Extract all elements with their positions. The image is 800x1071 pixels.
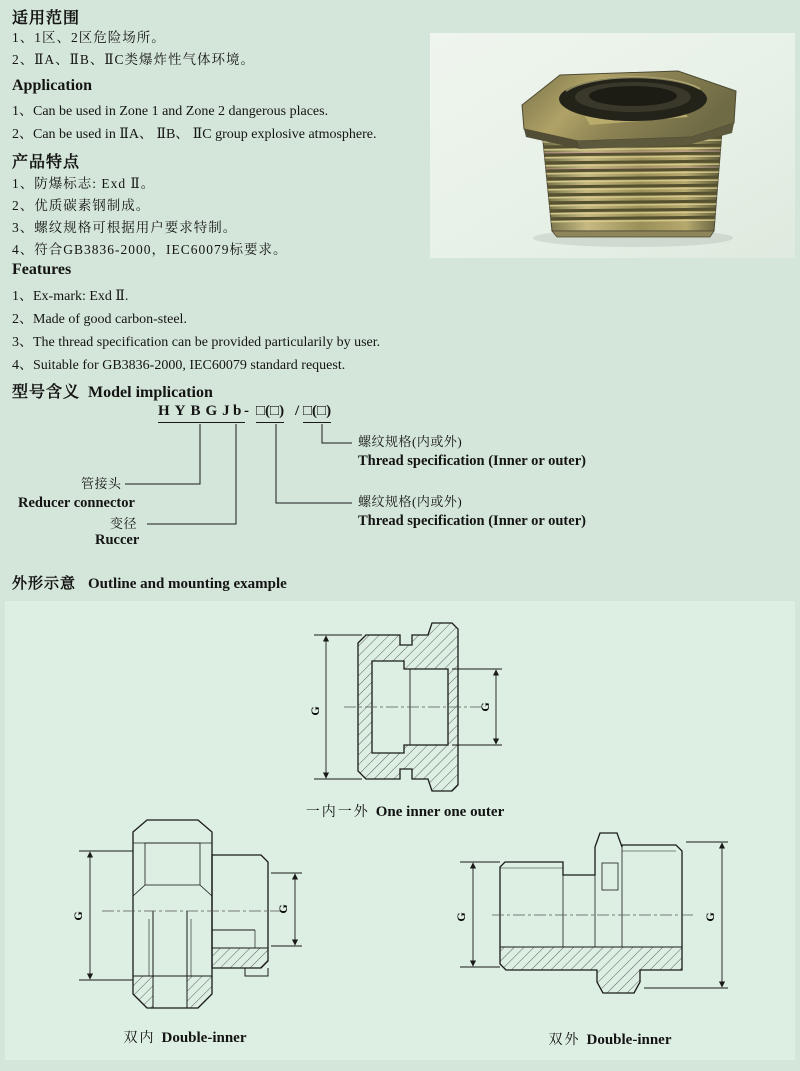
dim-label-left: G xyxy=(308,706,322,716)
model-title xyxy=(12,379,213,402)
model-title-en: Model implication xyxy=(88,384,213,401)
features-en-list xyxy=(12,285,380,377)
connector-label-cn: 管接头 xyxy=(81,476,122,491)
list-item: 4、符合GB3836-2000，IEC60079标要求。 xyxy=(12,242,288,257)
dim-label-right: G xyxy=(703,912,717,922)
model-title-cn: 型号含义 xyxy=(12,382,81,401)
product-photo xyxy=(430,33,795,258)
reducer-label-en: Ruccer xyxy=(95,532,140,548)
list-item: 1、Ex-mark: Exd Ⅱ. xyxy=(12,289,129,304)
dim-label-right: G xyxy=(276,904,290,914)
thread-spec-2-en: Thread specification (Inner or outer) xyxy=(358,513,586,529)
connector-label-en: Reducer connector xyxy=(18,495,135,511)
caption-three-en: Double-inner xyxy=(586,1032,672,1048)
application-title: Application xyxy=(12,77,93,94)
thread-spec-1-cn: 螺纹规格(内或外) xyxy=(358,434,463,449)
features-cn-list xyxy=(12,173,288,261)
features-en-title: Features xyxy=(12,261,72,278)
list-item: 4、Suitable for GB3836-2000, IEC60079 standard request. xyxy=(12,358,346,373)
dim-label-left: G xyxy=(71,911,85,921)
bore-walls xyxy=(149,911,191,1008)
model-code-b: b xyxy=(231,403,245,423)
list-item: 1、1区、2区危险场所。 xyxy=(12,30,166,45)
caption-two xyxy=(60,1027,310,1047)
list-item: 3、The thread specification can be provided particularily by user. xyxy=(12,335,381,350)
list-item: 1、防爆标志: Exd Ⅱ。 xyxy=(12,176,156,191)
caption-one-cn: 一内一外 xyxy=(305,804,370,820)
drawing-double-outer xyxy=(448,825,738,1010)
list-item: 3、螺纹规格可根据用户要求特制。 xyxy=(12,220,238,235)
caption-two-en: Double-inner xyxy=(161,1030,247,1046)
dim-label-right: G xyxy=(478,702,492,712)
caption-one xyxy=(295,801,515,821)
drawing-double-inner xyxy=(65,816,305,1021)
reducer-label-cn: 变径 xyxy=(110,516,138,531)
outline-title-en: Outline and mounting example xyxy=(88,576,287,592)
list-item: 2、Made of good carbon-steel. xyxy=(12,312,187,327)
thread-spec-1-en: Thread specification (Inner or outer) xyxy=(358,453,586,469)
drawing-one-inner-one-outer xyxy=(300,615,510,800)
model-code-spec2: □(□) xyxy=(303,403,331,423)
caption-one-en: One inner one outer xyxy=(375,804,505,820)
list-item: 2、ⅡA、ⅡB、ⅡC类爆炸性气体环境。 xyxy=(12,52,256,67)
reducer-bushing-photo-illustration xyxy=(430,33,795,258)
model-code-spec1: □(□) xyxy=(256,403,284,423)
caption-two-cn: 双内 xyxy=(123,1030,156,1046)
hex-facet-lines xyxy=(133,843,212,896)
thread-spec-2-cn: 螺纹规格(内或外) xyxy=(358,494,463,509)
features-cn-title: 产品特点 xyxy=(12,152,81,171)
list-item: 2、Can be used in ⅡA、 ⅡB、 ⅡC group explosive atmosphere. xyxy=(12,127,377,142)
model-code-slash: / xyxy=(295,403,300,419)
outline-title-cn: 外形示意 xyxy=(12,574,77,592)
model-code-prefix: HYBGJ xyxy=(158,403,235,423)
caption-three-cn: 双外 xyxy=(548,1032,581,1048)
dim-label-left: G xyxy=(454,912,468,922)
scope-list xyxy=(12,27,255,71)
scope-title: 适用范围 xyxy=(12,8,81,27)
model-code-dash: - xyxy=(244,403,249,419)
application-list xyxy=(12,100,377,146)
list-item: 1、Can be used in Zone 1 and Zone 2 dangerous places. xyxy=(12,104,329,119)
dimension-left xyxy=(79,851,133,980)
caption-three xyxy=(485,1029,735,1049)
outline-title xyxy=(12,572,287,593)
list-item: 2、优质碳素钢制成。 xyxy=(12,198,151,213)
